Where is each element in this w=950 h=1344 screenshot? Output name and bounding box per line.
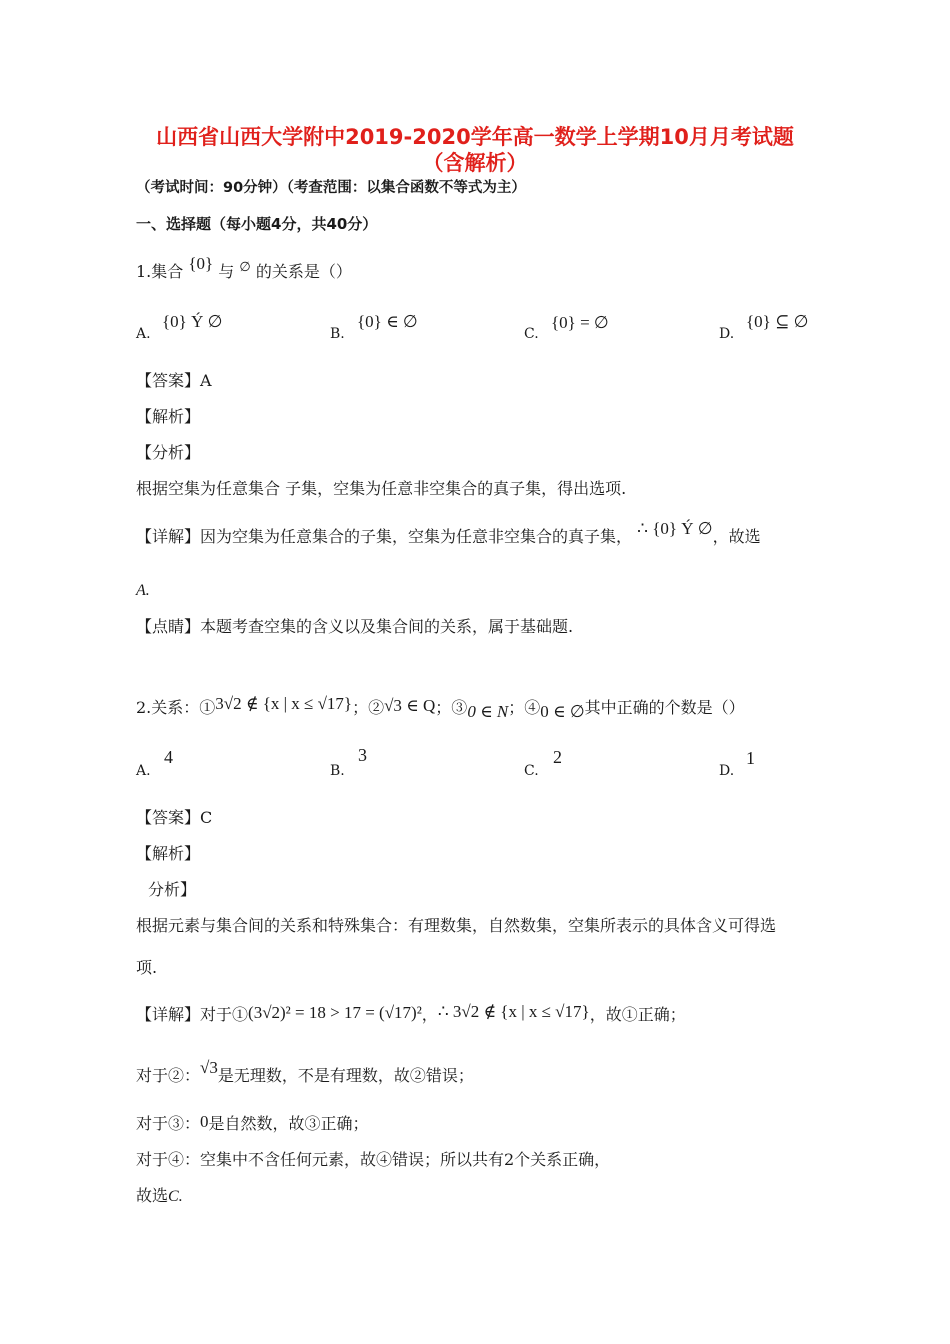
detail-math-equation: (3√2)² = 18 > 17 = (√17)² — [248, 1003, 422, 1022]
detail-label: 【详解】 — [136, 527, 201, 546]
detail-line — [136, 1002, 686, 1025]
option-b-label: B. — [330, 326, 345, 342]
math-relation-2: √3 ∈ Q — [384, 696, 436, 715]
detail-line-4: 对于④：空集中不含任何元素，故④错误；所以共有2个关系正确， — [136, 1150, 611, 1169]
question-text: ；④ — [508, 698, 541, 717]
detail-line-5 — [136, 1186, 183, 1207]
detail-choice: C. — [168, 1188, 183, 1205]
detail-text: ， — [421, 1005, 438, 1024]
answer-label: 【答案】 — [136, 371, 201, 390]
fenxi-text: 根据空集为任意集合 子集，空集为任意非空集合的真子集，得出选项. — [136, 479, 627, 498]
detail-text: ，故选 — [712, 527, 761, 546]
answer-label: 【答案】 — [136, 808, 201, 827]
section-heading: 一、选择题（每小题4分，共40分） — [136, 215, 378, 233]
math-set: {0} — [188, 254, 214, 273]
question-text: ；③ — [435, 698, 468, 717]
detail-line — [136, 519, 761, 547]
detail-label: 【详解】 — [136, 1005, 201, 1024]
dianjing-label: 【点睛】 — [136, 617, 201, 636]
document-title: 山西省山西大学附中2019-2020学年高一数学上学期10月月考试题 — [156, 125, 794, 149]
option-a-math: {0} Ý ∅ — [162, 312, 223, 331]
fenxi-text: 项. — [136, 958, 158, 977]
detail-text: 是无理数，不是有理数，故②错误； — [217, 1066, 474, 1085]
analysis-label: 【解析】 — [136, 407, 201, 426]
fenxi-label: 分析】 — [148, 880, 197, 899]
question-text: ；② — [352, 698, 385, 717]
detail-text: 对于① — [200, 1005, 249, 1024]
question-text: 其中正确的个数是（） — [584, 698, 745, 717]
detail-math-zero: 0 — [200, 1112, 209, 1131]
option-c-value: 2 — [553, 747, 562, 767]
dianjing-text: 本题考查空集的含义以及集合间的关系，属于基础题. — [200, 617, 574, 636]
option-b-value: 3 — [358, 745, 367, 765]
detail-math: ∴ {0} Ý ∅ — [637, 519, 713, 538]
detail-text: ，故①正确； — [589, 1005, 686, 1024]
detail-text: 对于②： — [136, 1066, 201, 1085]
detail-line-3 — [136, 1114, 369, 1134]
option-d-label: D. — [719, 326, 735, 342]
exam-info: （考试时间：90分钟）（考查范围：以集合函数不等式为主） — [136, 180, 526, 196]
detail-line-2 — [136, 1058, 474, 1086]
option-d-value: 1 — [746, 748, 755, 768]
detail-math-sqrt3: √3 — [200, 1058, 218, 1077]
option-d-label: D. — [719, 763, 735, 779]
document-title-suffix: （含解析） — [422, 151, 528, 175]
answer-line — [136, 808, 212, 828]
question-2-stem — [136, 694, 745, 721]
option-a-label: A. — [136, 763, 151, 779]
option-b-math: {0} ∈ ∅ — [357, 312, 418, 331]
option-c-label: C. — [524, 763, 539, 779]
question-text: 的关系是（） — [255, 262, 352, 281]
question-1-stem — [136, 254, 352, 283]
math-relation-3: 0 ∈ N — [467, 702, 509, 721]
option-a-value: 4 — [164, 747, 173, 767]
math-relation-1: 3√2 ∉ {x | x ≤ √17} — [215, 694, 353, 713]
option-c-label: C. — [524, 326, 539, 342]
analysis-label: 【解析】 — [136, 844, 201, 863]
detail-text: 是自然数，故③正确； — [208, 1114, 369, 1133]
answer-value: C — [200, 808, 213, 827]
dianjing-line — [136, 617, 573, 637]
detail-math-conclusion: ∴ 3√2 ∉ {x | x ≤ √17} — [437, 1002, 590, 1021]
detail-text: 因为空集为任意集合的子集，空集为任意非空集合的真子集， — [200, 527, 633, 546]
detail-text: 对于③： — [136, 1114, 201, 1133]
option-b-label: B. — [330, 763, 345, 779]
math-empty-set: ∅ — [239, 259, 251, 274]
fenxi-text: 根据元素与集合间的关系和特殊集合：有理数集，自然数集，空集所表示的具体含义可得选 — [136, 916, 777, 935]
detail-text: 故选 — [136, 1186, 169, 1205]
fenxi-label: 【分析】 — [136, 443, 201, 462]
question-number: 2. — [136, 698, 152, 717]
question-text: 与 — [218, 262, 235, 281]
detail-continuation: A. — [136, 582, 150, 599]
math-relation-4: 0 ∈ ∅ — [540, 702, 585, 721]
option-c-math: {0} = ∅ — [551, 313, 609, 332]
answer-line — [136, 371, 212, 391]
answer-value: A — [200, 371, 212, 390]
question-number: 1. — [136, 262, 152, 281]
question-text: 集合 — [151, 262, 184, 281]
option-a-label: A. — [136, 326, 151, 342]
option-d-math: {0} ⊆ ∅ — [746, 312, 809, 331]
question-text: 关系：① — [151, 698, 216, 717]
